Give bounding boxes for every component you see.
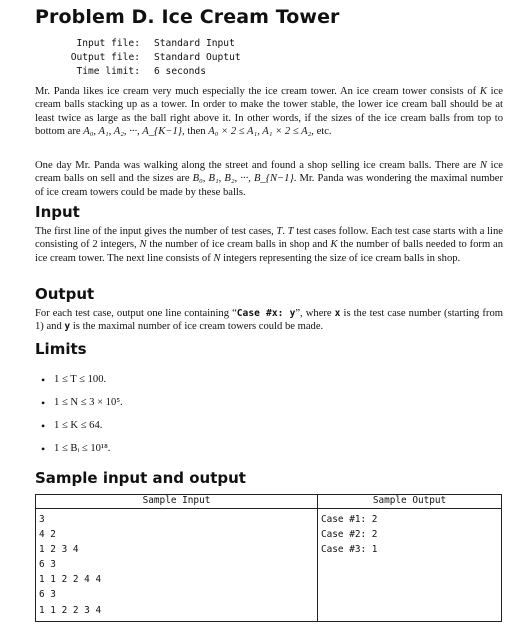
input-text: the number of ice cream balls in shop and	[146, 239, 331, 251]
limit-item: • 1 ≤ Bᵢ ≤ 10¹⁸.	[54, 443, 110, 454]
limit-item: • 1 ≤ N ≤ 3 × 10⁵.	[54, 397, 123, 408]
sample-input-line: 3	[39, 514, 45, 525]
sample-input-line: 1 1 2 2 4 4	[39, 574, 102, 586]
meta-row-input-file	[58, 37, 241, 51]
math-t: T	[287, 226, 294, 237]
math-sequence-b: B₀, B₁, B₂, ···, B_{N−1}	[192, 173, 294, 185]
statement-text: ice cream balls stacking up as a tower. In order to make the tower stable, the lower ice cream ball should be at least twice as large as the ball right above it. In other words, if the sizes of the ice cream balls from top to bottom are	[35, 86, 503, 138]
statement-text: , then	[182, 126, 209, 138]
sample-output-header: Sample Output	[318, 495, 502, 509]
var-x: x	[334, 308, 341, 319]
sample-input-line: 6 3	[39, 559, 56, 571]
sample-input-line: 6 3	[39, 589, 56, 601]
math-n: N	[479, 160, 487, 171]
meta-key: Output file:	[70, 52, 140, 63]
output-text: ”, where	[295, 308, 335, 319]
sample-input-line: 1 2 3 4	[39, 544, 79, 556]
math-n: N	[139, 239, 147, 251]
var-y: y	[64, 321, 71, 333]
meta-key: Input file:	[76, 38, 140, 49]
meta-row-output-file	[58, 51, 241, 65]
input-description	[35, 225, 503, 265]
output-text: is the maximal number of ice cream towers could be made.	[70, 321, 324, 333]
meta-value: Standard Ouptut	[154, 52, 241, 63]
sample-input-cell	[36, 509, 318, 622]
input-text: the number of balls needed to form an ice cream tower. The next line consists of	[35, 239, 504, 264]
sample-output-line: Case #2: 2	[321, 529, 378, 541]
input-text: .	[282, 226, 288, 237]
meta-value: 6 seconds	[154, 66, 206, 77]
output-text: is the test case number (starting from 1) and	[35, 308, 503, 333]
limit-item: • 1 ≤ T ≤ 100.	[54, 374, 106, 385]
sample-header-row	[36, 495, 502, 509]
math-k: K	[330, 239, 338, 251]
input-heading: Input	[35, 203, 80, 221]
math-sequence-a: A₀, A₁, A₂, ···, A_{K−1}	[83, 126, 183, 138]
statement-text: One day Mr. Panda was walking along the street and found a shop selling ice cream balls. There are	[35, 160, 480, 171]
input-text: integers representing the size of ice cream balls in shop.	[220, 252, 461, 264]
output-heading: Output	[35, 285, 95, 303]
statement-text: ice cream balls on sell and the sizes are	[35, 160, 504, 185]
meta-row-time-limit	[58, 65, 241, 79]
problem-meta	[58, 37, 241, 79]
sample-output-cell	[318, 509, 502, 622]
input-text: The first line of the input gives the number of test cases,	[35, 226, 277, 237]
output-description	[35, 307, 503, 334]
input-text: test cases follow. Each test case starts with a line consisting of 2 integers,	[35, 226, 504, 251]
problem-title: Problem D. Ice Cream Tower	[35, 6, 340, 28]
case-format: Case #x: y	[236, 308, 296, 319]
sample-table	[35, 494, 502, 622]
statement-text: Mr. Panda likes ice cream very much especially the ice cream tower. An ice cream tower consists of	[35, 86, 480, 97]
statement-text: , etc.	[311, 126, 332, 138]
limits-heading: Limits	[35, 340, 87, 358]
sample-input-line: 4 2	[39, 529, 56, 541]
math-condition: A₀ × 2 ≤ A₁, A₁ × 2 ≤ A₂	[208, 126, 312, 138]
math-k: K	[479, 86, 487, 97]
meta-value: Standard Input	[154, 38, 235, 49]
sample-input-header: Sample Input	[36, 495, 318, 509]
limit-item: • 1 ≤ K ≤ 64.	[54, 420, 102, 431]
sample-output-line: Case #3: 1	[321, 544, 378, 556]
statement-paragraph-1	[35, 85, 503, 139]
meta-key: Time limit:	[76, 66, 140, 77]
statement-text: . Mr. Panda was wondering the maximal number of ice cream towers could be made by these balls.	[35, 173, 503, 198]
math-n: N	[213, 252, 221, 264]
output-text: For each test case, output one line containing “	[35, 308, 237, 319]
sample-input-line: 1 1 2 2 3 4	[39, 604, 102, 616]
sample-body-row	[36, 509, 502, 622]
math-t: T	[276, 226, 283, 237]
statement-paragraph-2	[35, 159, 503, 199]
sample-heading: Sample input and output	[35, 469, 246, 487]
sample-output-line: Case #1: 2	[321, 514, 378, 525]
